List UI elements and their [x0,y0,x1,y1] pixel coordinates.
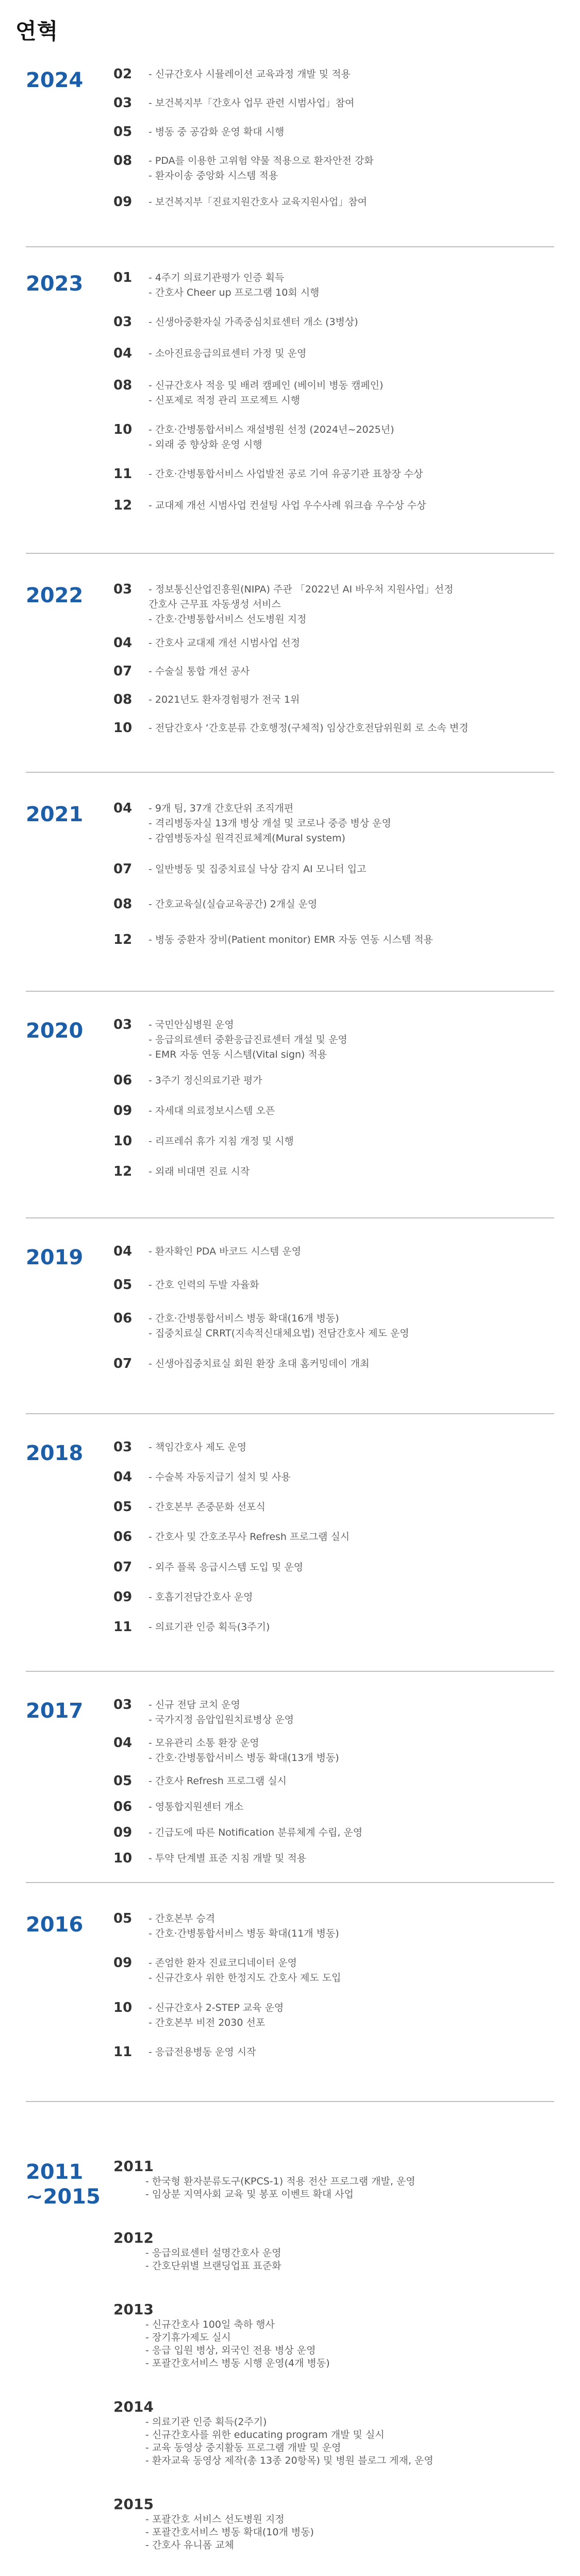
entry-text [144,497,426,512]
entry-text [113,2416,557,2467]
entry-line: - 격리병동자실 13개 병상 개설 및 코로나 중증 병상 운영 [148,818,391,829]
entry-line: - 9개 팀, 37개 간호단위 조직개편 [148,803,294,814]
entry-line: - 신포제로 적정 관리 프로젝트 시행 [148,395,301,406]
entry-text [144,377,383,407]
entry-line: - 신규간호사를 위한 educating program 개발 및 실시 [145,2429,385,2441]
section-year: 2017 [26,1699,84,1723]
timeline-entry [113,377,383,407]
entry-text [144,1697,294,1726]
entry-line: - 신규간호사 적응 및 배려 캠페인 (베이비 병동 캠페인) [148,380,384,392]
timeline-entry [113,931,433,948]
year-section [0,269,580,548]
entry-line: - 응급전용병동 운영 시작 [148,2046,256,2058]
entry-text [144,635,300,650]
section-divider [26,1413,554,1414]
entry-month: 03 [113,314,132,330]
timeline-entry [113,1589,253,1606]
entry-text [144,1499,266,1514]
entry-line: - 환자교육 동영상 제작(총 13종 20항목) 및 병원 블로그 게재, 운영 [145,2455,434,2466]
entry-text [144,95,354,110]
period-section [0,2158,580,2576]
section-divider [26,991,554,992]
year-section [0,581,580,767]
entry-line: - 교대제 개선 시범사업 컨설팅 사업 우수사례 워크숍 우수상 수상 [148,500,426,512]
timeline-entry [113,720,469,737]
timeline-entry [113,1310,409,1340]
entry-month: 07 [113,664,132,679]
entry-text [144,269,319,299]
entry-line: - 호흡기전담간호사 운영 [148,1591,253,1603]
entry-line: - 간호·간병통합서비스 병동 확대(11개 병동) [148,1928,339,1939]
entry-text [144,720,469,735]
entry-text [113,2513,557,2552]
entry-month: 05 [113,1773,132,1789]
entry-line: - 외래 중 향상화 운영 시행 [148,438,262,450]
entry-month: 10 [113,1133,132,1149]
entry-month: 08 [113,692,132,707]
entry-text [144,1103,275,1117]
timeline-entry [113,1103,275,1120]
entry-text [144,421,394,451]
entry-line: - 의료기관 인증 획득(3주기) [148,1621,270,1633]
timeline-entry [113,1499,266,1516]
entry-month: 07 [113,1356,132,1372]
entry-month: 03 [113,95,132,111]
timeline-entry [113,1469,291,1486]
entry-line: - 수술복 자동지급기 설치 및 사용 [148,1471,291,1483]
entry-text [144,345,306,360]
entry-text [144,1559,303,1574]
entry-line: - 투약 단계별 표준 지침 개발 및 적용 [148,1853,307,1864]
timeline-entry [113,1016,347,1061]
entry-text [144,581,453,626]
entry-line: - EMR 자동 연동 시스템(Vital sign) 적용 [148,1049,327,1060]
entry-line: - 긴급도에 따른 Notification 분류체계 수립, 운영 [148,1827,363,1838]
timeline-entry [113,1697,294,1726]
entry-month: 04 [113,635,132,651]
entry-text [144,800,391,845]
entry-text [144,1439,246,1454]
year-section [0,1243,580,1408]
entry-line: - 의료기관 인증 획득(2주기) [145,2416,267,2428]
entry-text [144,1773,287,1788]
entry-line: - 환자이송 중앙화 시스템 적용 [148,170,278,181]
entry-line: - 간호사 유니폼 교체 [145,2539,234,2551]
entry-year: 2015 [113,2496,154,2513]
timeline-entry [113,663,250,680]
section-divider [26,1217,554,1218]
section-divider [26,246,554,247]
timeline-entry [113,345,306,362]
entry-text [144,896,317,911]
year-section [0,1910,580,2096]
timeline-entry [113,2044,256,2061]
entry-text [144,1955,341,1985]
entry-line: - 응급의료센터 중환응급진료센터 개설 및 운영 [148,1034,347,1045]
entry-month: 04 [113,346,132,362]
entry-line: - 간호교육실(실습교육공간) 2개실 운영 [148,899,318,910]
entry-text [144,2044,256,2059]
entry-month: 09 [113,194,132,210]
entry-text [144,1310,409,1340]
entry-text [144,66,351,81]
entry-month: 10 [113,421,132,437]
entry-line: - 간호사 교대제 개선 시범사업 선정 [148,637,301,649]
timeline-entry [113,269,319,299]
entry-text [144,691,300,706]
entry-month: 08 [113,896,132,912]
timeline-entry [113,1824,362,1841]
entry-year: 2014 [113,2398,154,2415]
entry-text [144,1072,262,1087]
timeline-entry [113,1850,306,1867]
entry-line: - 4주기 의료기관평가 인증 획득 [148,272,285,283]
entry-line: - 포괄간호 서비스 선도병원 지정 [145,2514,285,2525]
entry-line: - 모유관리 소통 환장 운영 [148,1737,259,1749]
timeline-entry [113,2398,557,2467]
timeline-entry [113,124,284,141]
entry-line: - 리프레쉬 휴가 지침 개정 및 시행 [148,1136,294,1147]
timeline-entry [113,497,426,514]
timeline-entry [113,1559,303,1576]
entry-line: - 간호·간병통합서비스 선도병원 지정 [148,614,307,625]
entry-text [144,1619,270,1634]
entry-text [144,1824,362,1839]
year-section [0,1697,580,1877]
entry-line: - 2021년도 환자경험평가 전국 1위 [148,694,300,705]
entry-text [144,663,250,678]
entry-line: - 병동 중환자 장비(Patient monitor) EMR 자동 연동 시스템 적용 [148,934,433,945]
entry-month: 11 [113,466,132,482]
entry-line: - 간호사 및 간호조무사 Refresh 프로그램 실시 [148,1531,350,1543]
timeline-entry [113,1163,250,1180]
entry-line: - 임상분 지역사회 교육 및 봉포 이벤트 확대 사업 [145,2189,354,2200]
timeline-entry [113,2301,557,2370]
entry-line: - 간호·간병통합서비스 사업발전 공로 기여 유공기관 표창장 수상 [148,468,423,480]
timeline-entry [113,2158,557,2201]
entry-line: - 존엄한 환자 진료코디네이터 운영 [148,1957,297,1969]
entry-month: 09 [113,1589,132,1605]
entry-line: - 한국형 환자분류도구(KPCS-1) 적용 전산 프로그램 개발, 운영 [145,2176,416,2187]
entry-month: 01 [113,270,132,285]
section-year: 2024 [26,69,84,92]
entry-month: 02 [113,66,132,82]
timeline-entry [113,635,300,652]
year-section [0,66,580,241]
page-title: 연혁 [15,19,59,44]
entry-text [144,1850,306,1865]
period-end: ~2015 [26,2185,101,2209]
entry-line: - 환자확인 PDA 바코드 시스템 운영 [148,1246,302,1257]
entry-month: 04 [113,1469,132,1485]
entry-line: - 감염병동자실 원격진료체계(Mural system) [148,833,345,844]
entry-month: 11 [113,2044,132,2060]
year-section [0,1439,580,1666]
entry-line: - 간호·간병통합서비스 재설병원 선정 (2024년~2025년) [148,423,394,435]
entry-text [144,1355,370,1370]
timeline-entry [113,896,317,913]
timeline-entry [113,1355,370,1372]
entry-month: 06 [113,1529,132,1545]
entry-line: - 간호단위별 브랜딩업표 표준화 [145,2260,281,2272]
section-divider [26,1882,554,1883]
timeline-entry [113,581,453,626]
timeline-entry [113,1910,339,1940]
timeline-entry [113,1955,341,1985]
entry-text [144,1469,291,1484]
entry-month: 12 [113,931,132,947]
entry-line: - 병동 중 공감화 운영 확대 시행 [148,126,285,138]
entry-line: - 수술실 통합 개선 공사 [148,666,250,677]
timeline-entry [113,314,358,331]
entry-text [113,2318,557,2370]
entry-text [144,1133,294,1148]
entry-text [144,152,374,182]
entry-line: - 포괄간호서비스 병동 시행 운영(4개 병동) [145,2358,330,2369]
timeline-entry [113,1999,284,2029]
entry-month: 11 [113,1619,132,1635]
timeline-entry [113,2496,557,2552]
entry-line: - 외래 비대면 진료 시작 [148,1166,250,1177]
entry-line: - 신생아집중치료실 회원 환장 초대 홈커밍데이 개최 [148,1358,370,1370]
entry-month: 09 [113,1825,132,1840]
entry-line: - 3주기 정신의료기관 평가 [148,1075,262,1086]
year-section [0,800,580,986]
timeline-entry [113,1243,301,1260]
section-year: 2019 [26,1246,84,1269]
entry-year: 2013 [113,2301,154,2318]
entry-line: - 간호·간병통합서비스 병동 확대(16개 병동) [148,1312,339,1324]
section-year: 2020 [26,1019,84,1043]
entry-month: 08 [113,153,132,168]
entry-month: 07 [113,861,132,877]
section-year: 2021 [26,803,84,826]
entry-line: - 소아진료응급의료센터 가정 및 운영 [148,348,307,360]
entry-text [144,1589,253,1604]
entry-month: 12 [113,1164,132,1179]
timeline-entry [113,66,351,83]
timeline-entry [113,861,367,878]
entry-line: - 정보통신산업진흥원(NIPA) 주관 「2022년 AI 바우처 지원사업」선정 [148,584,454,595]
entry-line: - 간호 인력의 두발 자율화 [148,1279,259,1291]
entry-month: 10 [113,1851,132,1866]
entry-text [144,1529,350,1544]
entry-line: 간호사 근무표 자동생성 서비스 [148,599,281,610]
timeline-entry [113,466,423,483]
timeline-entry [113,421,394,451]
timeline-entry [113,800,391,845]
entry-month: 04 [113,801,132,816]
entry-text [113,2247,557,2273]
entry-year: 2012 [113,2229,154,2246]
entry-line: - 신규간호사 시뮬레이션 교육과정 개발 및 적용 [148,69,351,80]
section-year: 2018 [26,1442,84,1465]
entry-line: - 외주 플록 응급시스템 도입 및 운영 [148,1561,304,1573]
entry-month: 04 [113,1735,132,1751]
entry-line: - 보건복지부「진료지원간호사 교육지원사업」참여 [148,196,368,208]
entry-text [144,1799,243,1814]
entry-text [144,1735,339,1765]
entry-month: 06 [113,1310,132,1326]
entry-line: - 간호사 Cheer up 프로그램 10회 시행 [148,287,320,298]
entry-line: - 국민안심병원 운영 [148,1019,234,1030]
entry-month: 12 [113,498,132,514]
timeline-entry [113,1439,246,1456]
entry-text [144,124,284,139]
entry-text [144,931,433,946]
timeline-entry [113,1277,259,1294]
entry-line: - 간호본부 승격 [148,1913,216,1924]
entry-month: 10 [113,720,132,736]
section-year: 2016 [26,1913,84,1937]
period-start: 2011 [26,2160,84,2184]
section-divider [26,553,554,554]
entry-line: - 보건복지부「간호사 업무 관련 시범사업」참여 [148,97,355,109]
timeline-entry [113,691,300,708]
entry-text [144,1277,259,1292]
entry-line: - 신규간호사 위한 한정지도 간호사 제도 도입 [148,1972,341,1984]
timeline-entry [113,1133,294,1150]
entry-month: 09 [113,1103,132,1118]
entry-line: - 장기휴가제도 실시 [145,2332,231,2343]
entry-line: - 영통합지원센터 개소 [148,1801,244,1812]
section-divider [26,2101,554,2102]
entry-line: - 전담간호사 ‘간호분류 간호행정(구체적) 임상간호전담위원회 로 소속 변경 [148,722,469,734]
entry-month: 06 [113,1073,132,1088]
entry-text [144,861,367,876]
entry-month: 03 [113,1439,132,1455]
entry-text [144,1016,347,1061]
entry-line: - 교육 동영상 중지활동 프로그램 개발 및 운영 [145,2442,341,2453]
entry-year: 2011 [113,2158,154,2175]
section-year: 2023 [26,272,84,296]
entry-line: - 집중치료실 CRRT(지속적신대체요법) 전담간호사 제도 운영 [148,1327,409,1339]
timeline-entry [113,1773,287,1790]
entry-line: - 간호·간병통합서비스 병동 확대(13개 병동) [148,1752,339,1764]
entry-text [144,1163,250,1178]
entry-text [144,1243,301,1258]
timeline-entry [113,152,374,182]
timeline-entry [113,1529,350,1546]
section-divider [26,772,554,773]
entry-line: - 자세대 의료정보시스템 오픈 [148,1105,275,1116]
timeline-entry [113,1735,339,1765]
timeline-entry [113,1619,270,1636]
entry-line: - 응급의료센터 설명간호사 운영 [145,2247,281,2259]
entry-month: 10 [113,1999,132,2015]
entry-line: - 국가지정 음압입원치료병상 운영 [148,1714,294,1725]
entry-line: - 응급 입원 병상, 외국인 전용 병상 운영 [145,2345,316,2356]
entry-line: - 신규간호사 2-STEP 교육 운영 [148,2002,284,2013]
section-year: 2022 [26,584,84,607]
entry-line: - 간호본부 비전 2030 선포 [148,2016,266,2028]
entry-month: 03 [113,582,132,597]
entry-month: 03 [113,1697,132,1713]
timeline-entry [113,1799,243,1816]
entry-text [144,314,358,329]
entry-line: - 신규 전담 코치 운영 [148,1699,240,1710]
entry-month: 05 [113,1277,132,1293]
entry-text [144,1910,339,1940]
timeline-entry [113,194,367,211]
entry-text [144,466,423,481]
entry-line: - 간호본부 존중문화 선포식 [148,1501,266,1513]
section-divider [26,1671,554,1672]
entry-text [113,2175,557,2201]
entry-line: - 신규간호사 100일 축하 행사 [145,2319,275,2330]
entry-month: 04 [113,1244,132,1259]
section-period [26,2160,101,2209]
entry-text [144,194,367,209]
entry-line: - 일반병동 및 집중치료실 낙상 감지 AI 모니터 입고 [148,863,367,875]
entry-month: 05 [113,1499,132,1515]
entry-line: - 간호사 Refresh 프로그램 실시 [148,1775,287,1787]
entry-text [144,1999,284,2029]
entry-month: 06 [113,1799,132,1815]
year-section [0,1016,580,1212]
entry-month: 07 [113,1559,132,1575]
entry-line: - 신생아중환자실 가족중심치료센터 개소 (3병상) [148,316,358,328]
entry-month: 05 [113,124,132,140]
timeline-entry [113,95,354,112]
timeline-entry [113,2229,557,2273]
entry-month: 03 [113,1017,132,1032]
entry-line: - 책임간호사 제도 운영 [148,1442,247,1453]
entry-month: 05 [113,1911,132,1926]
entry-month: 08 [113,378,132,394]
entry-line: - PDA를 이용한 고위험 약물 적용으로 환자안전 강화 [148,155,374,166]
timeline-entry [113,1072,262,1089]
entry-line: - 포괄간호서비스 병동 확대(10개 병동) [145,2527,314,2538]
entry-month: 09 [113,1955,132,1971]
